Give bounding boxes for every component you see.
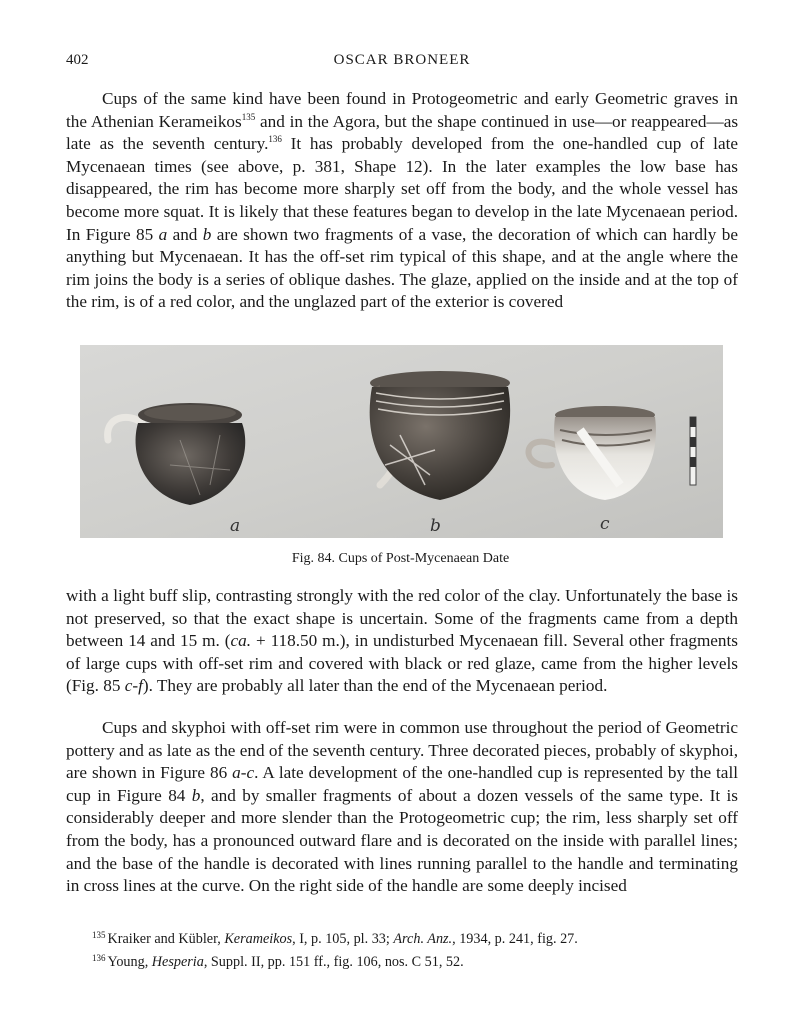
running-title: OSCAR BRONEER [333,52,471,68]
figure-caption: Fig. 84. Cups of Post-Mycenaean Date [291,551,510,566]
scale-bar [690,417,696,485]
paragraph-3: Cups and skyphoi with off-set rim were in common use throughout the period of Geometric pottery and as late as the end of the seventh century. Three decorated pieces, probably of skyphoi, are shown in Figure 86 a-c. A late development of the one-handled cup is represented by the tall cup in Figure 84 b, and by smaller fragments of about a dozen vessels of the same type. It is considerably deeper and more slender than the Protogeometric cup; the rim, less sharply set off from the body, has a pronounced outward flare and is decorated on the inside with parallel lines; and the base of the handle is decorated with lines running parallel to the handle and terminating in cross lines at the curve. On the right side of the handle are some deeply incised [66,718,738,896]
footnotes [92,926,732,972]
page-header [66,52,738,72]
figure-label-c: c [600,514,610,534]
footnote-ref-135[interactable]: 135 [241,111,256,122]
footnote-135: $^{135}$ Kraiker and Kübler, Kerameikos, I, p. 105, pl. 33; Arch. Anz., 1934, p. 241, fig. 27. [92,930,578,947]
figure-label-b: b [430,516,441,536]
paragraph-1: Cups of the same kind have been found in Protogeometric and early Geometric graves in the Athenian Kerameikos$^{135}$ and in the Agora, but the shape continued in use—or reappeared—as late as the seventh century.$^{136}$ It has probably developed from the one-handled cup of late Mycenaean times (see above, p. 381, Shape 12). In the later examples the low base has disappeared, the rim has become more sharply set off from the body, and the whole vessel has become more squat. It is likely that these features began to develop in the late Mycenaean period. In Figure 85 a and b are shown two fragments of a vase, the decoration of which can hardly be anything but Mycenaean. It has the off-set rim typical of this shape, and at the angle where the rim joins the body is a series of oblique dashes. The glaze, applied on the inside and at the top of the rim, is of a red color, and the unglazed part of the exterior is covered [66,89,739,312]
figure-label-a: a [230,516,241,536]
paragraph-2: with a light buff slip, contrasting strongly with the red color of the clay. Unfortunately the base is not preserved, so that the exact shape is uncertain. Some of the fragments came from a depth between 14 and 15 m. (ca. + 118.50 m.), in undisturbed Mycenaean fill. Several other fragments of large cups with off-set rim and covered with black or red glaze, came from the higher levels (Fig. 85 c-f). They are probably all later than the end of the Mycenaean period. [66,586,738,696]
figure-84-photo [80,345,723,538]
footnote-136: $^{136}$ Young, Hesperia, Suppl. II, pp. 151 ff., fig. 106, nos. C 51, 52. [92,953,464,970]
page-number: 402 [66,52,89,68]
footnote-ref-136[interactable]: 136 [268,134,282,145]
